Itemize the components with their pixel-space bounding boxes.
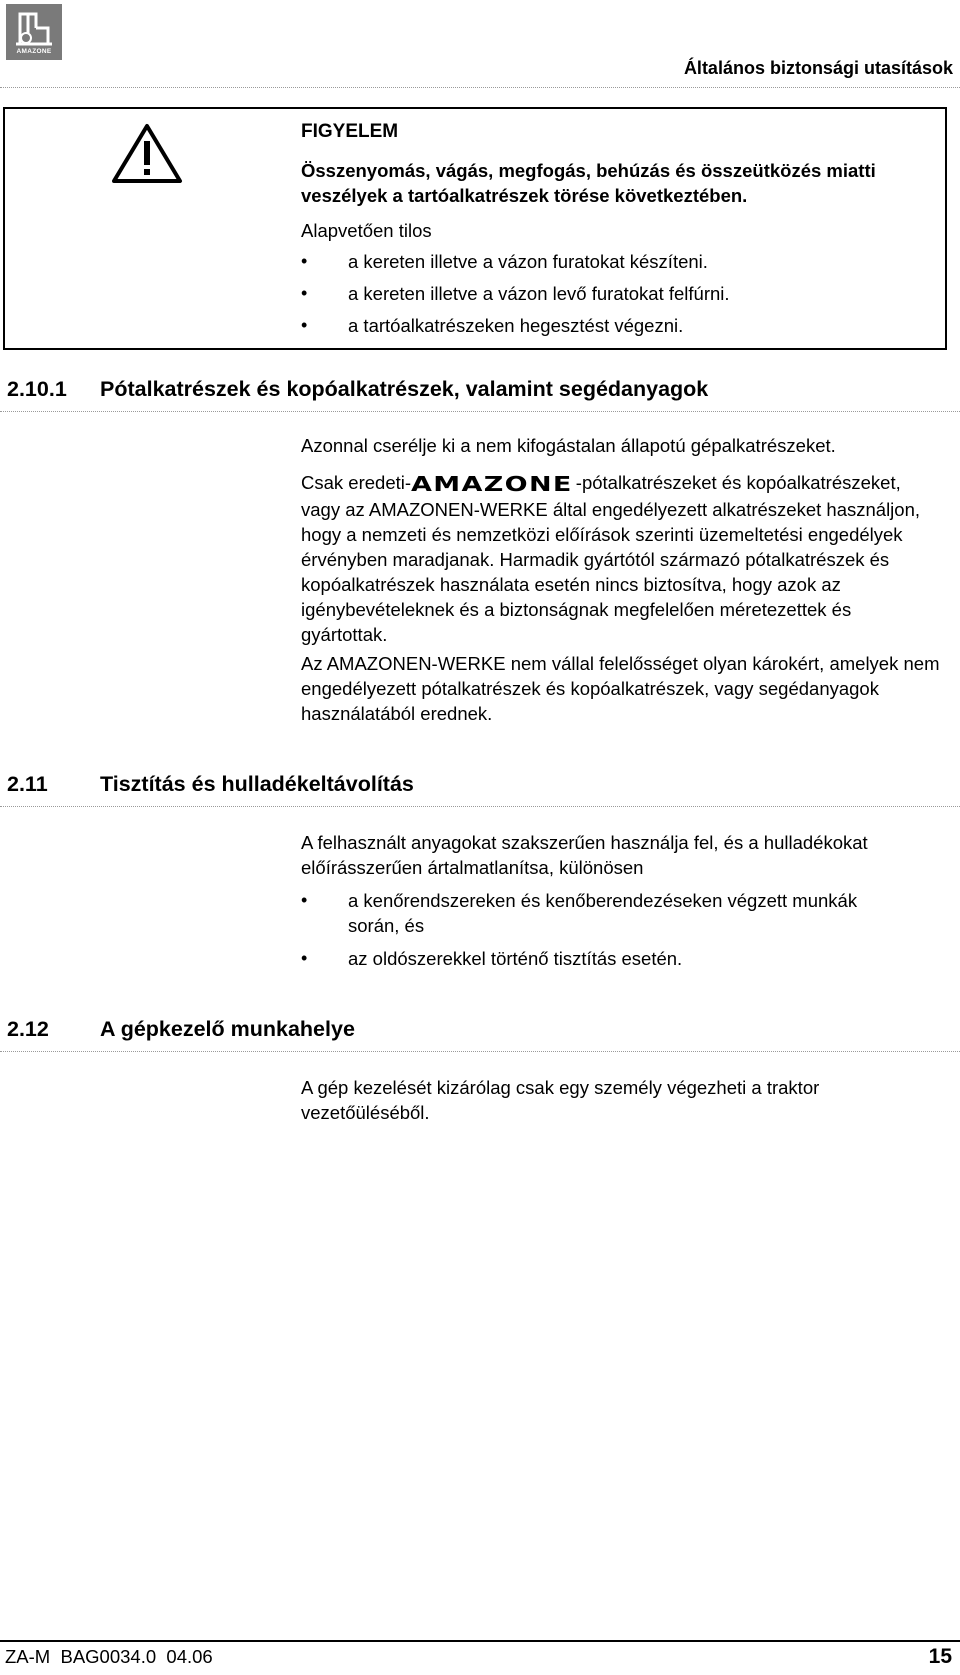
paragraph: Azonnal cserélje ki a nem kifogástalan állapotú gépalkatrészeket. — [301, 435, 836, 456]
section-divider — [0, 806, 960, 807]
bullet-icon: • — [301, 283, 308, 303]
list-item-text: a kenőrendszereken és kenőberendezéseken végzett munkák során, és — [348, 890, 858, 936]
warning-triangle-icon — [110, 121, 184, 185]
section-title: A gépkezelő munkahelye — [100, 1017, 355, 1041]
warning-heading: FIGYELEM — [301, 121, 399, 142]
bullet-icon: • — [301, 948, 308, 968]
section-title: Tisztítás és hulladékeltávolítás — [100, 772, 414, 796]
section-number: 2.11 — [7, 772, 48, 796]
paragraph: A gép kezelését kizárólag csak egy személy végezheti a traktor vezetőüléséből. — [301, 1077, 820, 1123]
paragraph: Az AMAZONEN-WERKE nem vállal felelősséget olyan károkért, amelyek nem engedélyezett pótalkatrészek és kopóalkatrészek, vagy segédanyagok használatából erednek. — [301, 653, 940, 724]
paragraph-prefix: Csak eredeti- — [301, 472, 412, 493]
paragraph: A felhasznált anyagokat szakszerűen használja fel, és a hulladékokat előírásszerűen ártalmatlanítsa, különösen — [301, 832, 868, 878]
section-number: 2.10.1 — [7, 377, 67, 401]
bullet-icon: • — [301, 890, 308, 910]
paragraph-suffix: -pótalkatrészeket és kopóalkatrészeket, vagy az AMAZONEN-WERKE által engedélyezett alkatrészeket használjon, hogy a nemzeti és nemzetközi előírások szerinti üzemeltetési engedélyek érvényben maradjanak. Harmadik gyártótól származó pótalkatrészek és kopóalkatrészek használata esetén nincs biztosítva, hogy azok az igénybevételeknek és a biztonságnak megfelelően méretezettek és gyártottak. — [301, 472, 921, 645]
section-number: 2.12 — [7, 1017, 49, 1041]
warning-intro: Alapvetően tilos — [301, 220, 432, 241]
bullet-icon: • — [301, 315, 308, 335]
amazone-brand-logo: AMAZONE — [411, 472, 573, 496]
section-divider — [0, 1051, 960, 1052]
section-title: Pótalkatrészek és kopóalkatrészek, valamint segédanyagok — [100, 377, 709, 401]
list-item-text: az oldószerekkel történő tisztítás esetén. — [348, 948, 683, 969]
paragraph — [301, 470, 941, 647]
logo-text: AMAZONE — [16, 48, 52, 55]
warning-subheading: Összenyomás, vágás, megfogás, behúzás és összeütközés miatti veszélyek a tartóalkatrészek törése következtében. — [301, 160, 876, 206]
list-item-text: a kereten illetve a vázon furatokat készíteni. — [348, 251, 708, 272]
footer-divider — [0, 1640, 960, 1642]
page-number: 15 — [928, 1645, 952, 1668]
section-divider — [0, 411, 960, 412]
running-header-title: Általános biztonsági utasítások — [683, 58, 953, 78]
amazone-logo — [6, 4, 62, 60]
header-divider — [0, 87, 960, 88]
document-id: ZA-M BAG0034.0 04.06 — [5, 1646, 213, 1667]
list-item-text: a tartóalkatrészeken hegesztést végezni. — [348, 315, 684, 336]
bullet-icon: • — [301, 251, 308, 271]
list-item-text: a kereten illetve a vázon levő furatokat felfúrni. — [348, 283, 730, 304]
